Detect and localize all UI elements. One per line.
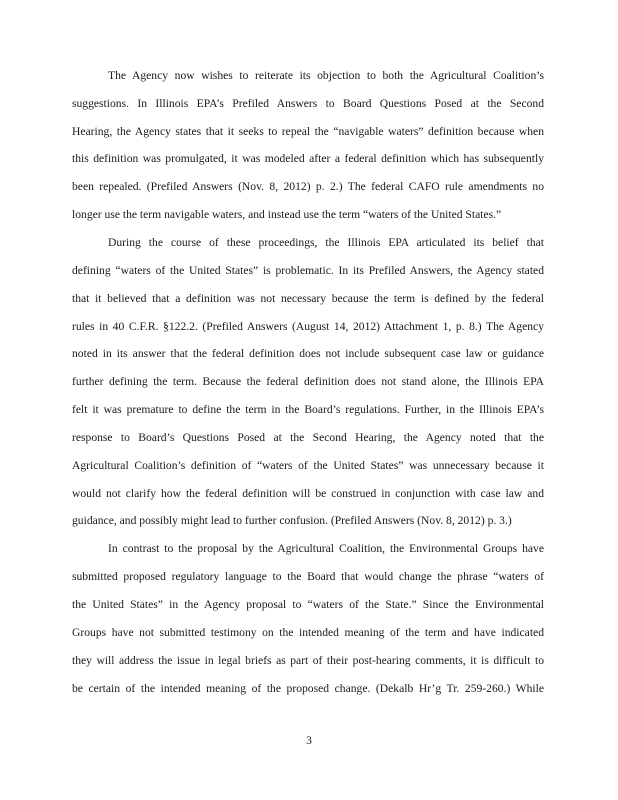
text-line: felt it was premature to define the term in the Board’s regulations. Further, in the Illinois EPA’s xyxy=(72,403,544,416)
page-number: 3 xyxy=(306,734,312,747)
text-line: be certain of the intended meaning of the proposed change. (Dekalb Hr’g Tr. 259-260.) While xyxy=(72,682,544,695)
text-line: Groups have not submitted testimony on the intended meaning of the term and have indicated xyxy=(72,626,544,639)
text-line: noted in its answer that the federal definition does not include subsequent case law or guidance xyxy=(72,347,544,360)
text-line: guidance, and possibly might lead to further confusion. (Prefiled Answers (Nov. 8, 2012) p. 3.) xyxy=(72,514,512,527)
text-line: further defining the term. Because the federal definition does not stand alone, the Illinois EPA xyxy=(72,375,544,388)
text-line: would not clarify how the federal definition will be construed in conjunction with case law and xyxy=(72,487,544,500)
text-line: that it believed that a definition was not necessary because the term is defined by the federal xyxy=(72,292,544,305)
text-line: defining “waters of the United States” is problematic. In its Prefiled Answers, the Agency stated xyxy=(72,264,544,277)
text-line: The Agency now wishes to reiterate its objection to both the Agricultural Coalition’s xyxy=(108,69,544,82)
text-line: they will address the issue in legal briefs as part of their post-hearing comments, it is difficult to xyxy=(72,654,544,667)
text-line: In contrast to the proposal by the Agricultural Coalition, the Environmental Groups have xyxy=(108,542,544,555)
text-line: suggestions. In Illinois EPA’s Prefiled Answers to Board Questions Posed at the Second xyxy=(72,97,544,110)
text-line: response to Board’s Questions Posed at the Second Hearing, the Agency noted that the xyxy=(72,431,544,444)
text-line: Hearing, the Agency states that it seeks to repeal the “navigable waters” definition because when xyxy=(72,125,544,138)
text-line: the United States” in the Agency proposal to “waters of the State.” Since the Environmental xyxy=(72,598,544,611)
text-line: longer use the term navigable waters, and instead use the term “waters of the United States.” xyxy=(72,208,502,221)
text-line: submitted proposed regulatory language to the Board that would change the phrase “waters of xyxy=(72,570,544,583)
text-line: rules in 40 C.F.R. §122.2. (Prefiled Answers (August 14, 2012) Attachment 1, p. 8.) The Agency xyxy=(72,320,544,333)
text-line: During the course of these proceedings, the Illinois EPA articulated its belief that xyxy=(108,236,544,249)
text-line: this definition was promulgated, it was modeled after a federal definition which has subsequently xyxy=(72,152,544,165)
text-line: been repealed. (Prefiled Answers (Nov. 8, 2012) p. 2.) The federal CAFO rule amendments no xyxy=(72,180,544,193)
text-line: Agricultural Coalition’s definition of “waters of the United States” was unnecessary because it xyxy=(72,459,544,472)
